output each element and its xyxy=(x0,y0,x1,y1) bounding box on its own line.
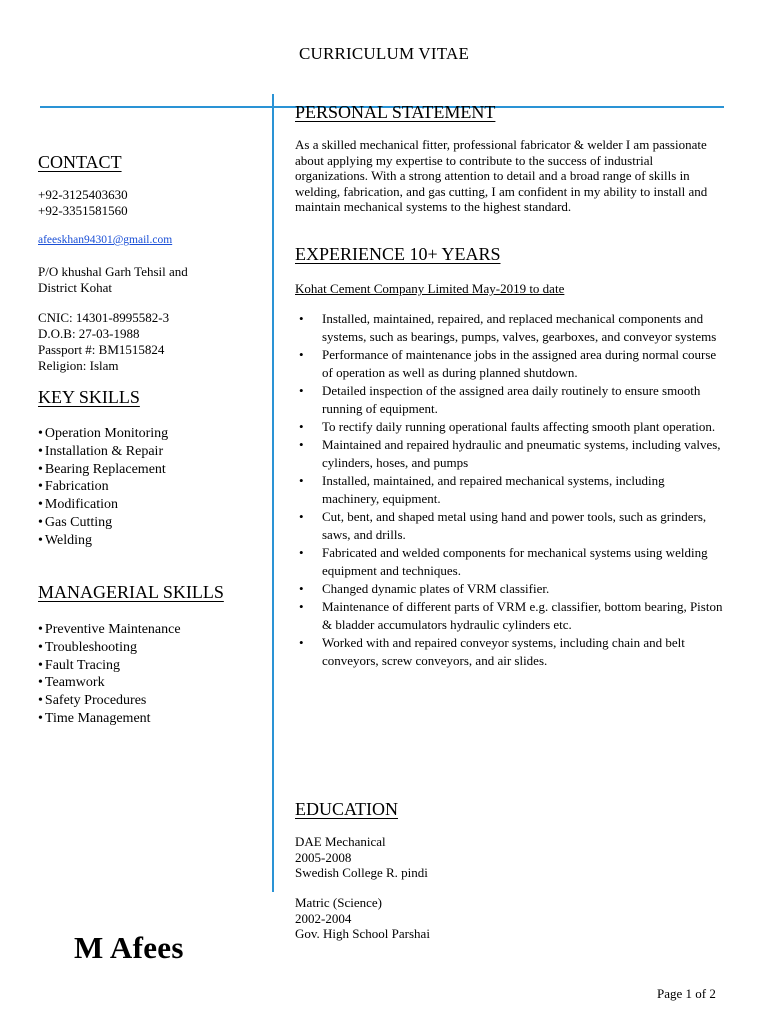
company-line: Kohat Cement Company Limited May-2019 to date xyxy=(295,281,565,296)
key-skill-item: • Operation Monitoring xyxy=(38,425,168,443)
key-skill-item: • Modification xyxy=(38,496,168,514)
education-heading: EDUCATION xyxy=(295,799,398,819)
managerial-skill-item: • Troubleshooting xyxy=(38,639,181,657)
experience-bullet: • Maintained and repaired hydraulic and pneumatic systems, including valves, cylinders, hoses, and pumps xyxy=(295,436,723,472)
experience-bullet: • To rectify daily running operational faults affecting smooth plant operation. xyxy=(295,418,723,436)
education-institution: Swedish College R. pindi xyxy=(295,865,428,880)
key-skill-item: • Bearing Replacement xyxy=(38,461,168,479)
religion-text: Religion: Islam xyxy=(38,358,119,373)
key-skills-list xyxy=(38,425,168,550)
contact-address xyxy=(38,264,188,296)
key-skill-item: • Installation & Repair xyxy=(38,443,168,461)
education-entry xyxy=(295,834,428,881)
experience-bullet: • Installed, maintained, and repaired mechanical systems, including machinery, equipment. xyxy=(295,472,723,508)
address-line-2: District Kohat xyxy=(38,280,113,295)
managerial-skill-item: • Safety Procedures xyxy=(38,692,181,710)
experience-heading: EXPERIENCE 10+ YEARS xyxy=(295,244,501,264)
key-skill-item: • Gas Cutting xyxy=(38,514,168,532)
contact-heading: CONTACT xyxy=(38,152,122,172)
experience-bullet: • Worked with and repaired conveyor systems, including chain and belt conveyors, screw conveyors, and air slides. xyxy=(295,634,723,670)
managerial-skills-heading: MANAGERIAL SKILLS xyxy=(38,582,224,602)
education-degree: Matric (Science) xyxy=(295,895,382,910)
key-skills-heading: KEY SKILLS xyxy=(38,387,140,407)
managerial-skill-item: • Teamwork xyxy=(38,674,181,692)
key-skill-item: • Welding xyxy=(38,532,168,550)
experience-bullet: • Maintenance of different parts of VRM e.g. classifier, bottom bearing, Piston & bladder accumulators hydraulic cylinders etc. xyxy=(295,598,723,634)
vertical-divider xyxy=(272,94,274,892)
experience-bullet: • Detailed inspection of the assigned area daily routinely to ensure smooth running of equipment. xyxy=(295,382,723,418)
page-number: Page 1 of 2 xyxy=(657,986,716,1001)
managerial-skill-item: • Fault Tracing xyxy=(38,657,181,675)
phone-1: +92-3125403630 xyxy=(38,187,128,202)
contact-identity xyxy=(38,310,169,374)
dob-text: D.O.B: 27-03-1988 xyxy=(38,326,140,341)
managerial-skill-item: • Preventive Maintenance xyxy=(38,621,181,639)
key-skill-item: • Fabrication xyxy=(38,478,168,496)
email-link[interactable]: afeeskhan94301@gmail.com xyxy=(38,234,173,246)
education-degree: DAE Mechanical xyxy=(295,834,386,849)
education-entry xyxy=(295,895,430,942)
address-line-1: P/O khushal Garh Tehsil and xyxy=(38,264,188,279)
candidate-name: M Afees xyxy=(74,930,184,965)
experience-bullets xyxy=(295,310,723,670)
contact-phones xyxy=(38,187,128,219)
education-institution: Gov. High School Parshai xyxy=(295,926,430,941)
personal-statement-heading: PERSONAL STATEMENT xyxy=(295,102,496,122)
passport-text: Passport #: BM1515824 xyxy=(38,342,165,357)
document-title: CURRICULUM VITAE xyxy=(298,44,470,63)
experience-bullet: • Performance of maintenance jobs in the assigned area during normal course of operation as well as during planned shutdown. xyxy=(295,346,723,382)
education-years: 2002-2004 xyxy=(295,910,352,926)
education-years: 2005-2008 xyxy=(295,849,352,865)
personal-statement-text: As a skilled mechanical fitter, professional fabricator & welder I am passionate about applying my expertise to contribute to the success of industrial organizations. With a strong attention to detail and a broad range of skills in welding, fabrication, and gas cutting, I am confident in my ability to install and maintain mechanical systems to the highest standard. xyxy=(295,137,708,214)
managerial-skills-list xyxy=(38,621,181,728)
experience-bullet: • Installed, maintained, repaired, and replaced mechanical components and systems, such as bearings, pumps, valves, gearboxes, and conveyor systems xyxy=(295,310,723,346)
managerial-skill-item: • Time Management xyxy=(38,710,181,728)
phone-2: +92-3351581560 xyxy=(38,203,128,218)
experience-bullet: • Changed dynamic plates of VRM classifier. xyxy=(295,580,723,598)
experience-bullet: • Cut, bent, and shaped metal using hand and power tools, such as grinders, saws, and drills. xyxy=(295,508,723,544)
experience-bullet: • Fabricated and welded components for mechanical systems using welding equipment and techniques. xyxy=(295,544,723,580)
cnic-text: CNIC: 14301-8995582-3 xyxy=(38,310,170,325)
